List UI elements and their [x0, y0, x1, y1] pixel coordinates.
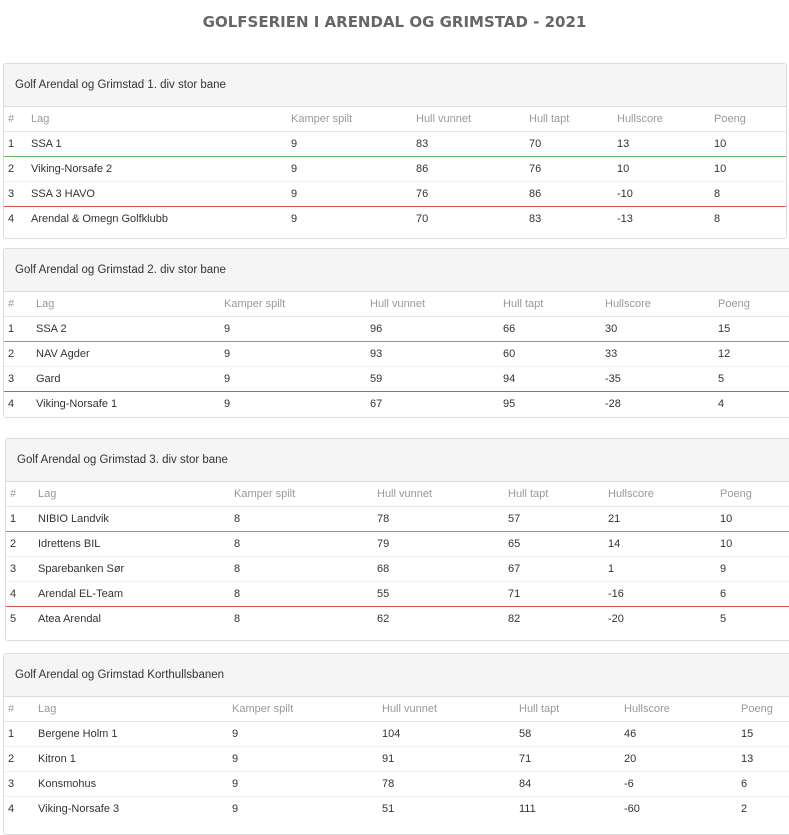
table-cell: 66 [503, 317, 605, 342]
column-header: Kamper spilt [291, 107, 416, 132]
table-cell: 9 [720, 557, 789, 582]
table-cell: 9 [232, 747, 382, 772]
table-cell: 9 [291, 132, 416, 157]
standings-table [6, 482, 789, 631]
table-cell: 96 [370, 317, 503, 342]
table-cell: SSA 3 HAVO [31, 182, 291, 207]
table-cell: 91 [382, 747, 519, 772]
table-cell: 10 [714, 157, 786, 182]
table-cell: 8 [234, 607, 377, 632]
table-cell: 8 [714, 207, 786, 232]
table-cell: 84 [519, 772, 624, 797]
table-cell: Gard [36, 367, 224, 392]
table-cell: 2 [4, 747, 38, 772]
table-cell: 3 [6, 557, 38, 582]
table-cell: 4 [718, 392, 789, 417]
table-cell: 9 [291, 207, 416, 232]
table-cell: 93 [370, 342, 503, 367]
table-cell: 76 [416, 182, 529, 207]
table-cell: 58 [519, 722, 624, 747]
table-cell: 83 [529, 207, 617, 232]
division-title: Golf Arendal og Grimstad 2. div stor bane [4, 249, 789, 292]
table-cell: NIBIO Landvik [38, 507, 234, 532]
table-row [4, 722, 789, 747]
header-row [6, 482, 789, 507]
table-cell: 6 [720, 582, 789, 607]
table-cell: 6 [741, 772, 789, 797]
table-cell: 3 [4, 182, 31, 207]
column-header: Hull vunnet [377, 482, 508, 507]
column-header: Hull vunnet [370, 292, 503, 317]
table-cell: 65 [508, 532, 608, 557]
table-row [6, 532, 789, 557]
table-cell: 12 [718, 342, 789, 367]
division-title: Golf Arendal og Grimstad Korthullsbanen [4, 654, 789, 697]
table-cell: 8 [234, 582, 377, 607]
table-cell: 95 [503, 392, 605, 417]
table-cell: 9 [224, 367, 370, 392]
table-cell: 86 [529, 182, 617, 207]
table-cell: 70 [529, 132, 617, 157]
table-row [6, 507, 789, 532]
table-cell: 83 [416, 132, 529, 157]
table-cell: Viking-Norsafe 1 [36, 392, 224, 417]
table-cell: 10 [720, 532, 789, 557]
column-header: Kamper spilt [234, 482, 377, 507]
table-cell: 94 [503, 367, 605, 392]
table-cell: -10 [617, 182, 714, 207]
table-row [4, 392, 789, 417]
table-row [4, 182, 786, 207]
table-cell: 8 [714, 182, 786, 207]
table-row [4, 747, 789, 772]
table-cell: 30 [605, 317, 718, 342]
table-cell: 1 [4, 132, 31, 157]
table-cell: 46 [624, 722, 741, 747]
table-cell: 2 [4, 342, 36, 367]
table-cell: Kitron 1 [38, 747, 232, 772]
table-cell: 71 [508, 582, 608, 607]
table-cell: 111 [519, 797, 624, 822]
table-cell: -16 [608, 582, 720, 607]
table-cell: -20 [608, 607, 720, 632]
table-cell: SSA 2 [36, 317, 224, 342]
standings-table [4, 107, 786, 231]
column-header: # [6, 482, 38, 507]
table-row [6, 607, 789, 632]
table-cell: Bergene Holm 1 [38, 722, 232, 747]
table-cell: 33 [605, 342, 718, 367]
table-cell: 79 [377, 532, 508, 557]
table-cell: 76 [529, 157, 617, 182]
column-header: Kamper spilt [224, 292, 370, 317]
standings-table [4, 697, 789, 821]
table-cell: 5 [6, 607, 38, 632]
column-header: Lag [31, 107, 291, 132]
table-cell: 13 [617, 132, 714, 157]
table-cell: 8 [234, 507, 377, 532]
table-cell: 9 [291, 182, 416, 207]
table-cell: -35 [605, 367, 718, 392]
table-cell: 67 [370, 392, 503, 417]
table-cell: 67 [508, 557, 608, 582]
table-cell: 5 [718, 367, 789, 392]
column-header: Kamper spilt [232, 697, 382, 722]
division-title: Golf Arendal og Grimstad 1. div stor bane [4, 64, 786, 107]
table-row [6, 582, 789, 607]
table-cell: 9 [224, 392, 370, 417]
table-row [4, 317, 789, 342]
table-cell: 9 [224, 317, 370, 342]
table-cell: 10 [714, 132, 786, 157]
table-cell: 9 [291, 157, 416, 182]
table-cell: 15 [741, 722, 789, 747]
table-cell: 51 [382, 797, 519, 822]
division-panel [5, 438, 789, 641]
table-cell: 1 [608, 557, 720, 582]
table-cell: 78 [382, 772, 519, 797]
table-cell: 4 [6, 582, 38, 607]
table-cell: 9 [224, 342, 370, 367]
table-cell: 1 [4, 317, 36, 342]
table-cell: 5 [720, 607, 789, 632]
table-cell: 10 [617, 157, 714, 182]
table-cell: Atea Arendal [38, 607, 234, 632]
table-cell: Konsmohus [38, 772, 232, 797]
table-cell: 104 [382, 722, 519, 747]
table-cell: 70 [416, 207, 529, 232]
table-cell: 13 [741, 747, 789, 772]
table-cell: 86 [416, 157, 529, 182]
header-row [4, 107, 786, 132]
table-cell: 78 [377, 507, 508, 532]
table-cell: 4 [4, 392, 36, 417]
table-cell: SSA 1 [31, 132, 291, 157]
table-cell: 55 [377, 582, 508, 607]
table-cell: -28 [605, 392, 718, 417]
table-cell: Arendal EL-Team [38, 582, 234, 607]
table-cell: 14 [608, 532, 720, 557]
column-header: Hullscore [605, 292, 718, 317]
column-header: Hull vunnet [382, 697, 519, 722]
table-cell: 2 [741, 797, 789, 822]
header-row [4, 292, 789, 317]
table-row [6, 557, 789, 582]
table-cell: 20 [624, 747, 741, 772]
table-cell: 62 [377, 607, 508, 632]
table-cell: 9 [232, 722, 382, 747]
column-header: Lag [36, 292, 224, 317]
table-cell: -13 [617, 207, 714, 232]
table-cell: 1 [4, 722, 38, 747]
header-row [4, 697, 789, 722]
column-header: Hullscore [608, 482, 720, 507]
table-cell: 2 [6, 532, 38, 557]
division-panel [3, 653, 789, 835]
table-cell: Viking-Norsafe 3 [38, 797, 232, 822]
division-title: Golf Arendal og Grimstad 3. div stor bane [6, 439, 789, 482]
table-cell: 10 [720, 507, 789, 532]
standings-table [4, 292, 789, 416]
table-row [4, 132, 786, 157]
table-cell: 60 [503, 342, 605, 367]
table-cell: -60 [624, 797, 741, 822]
column-header: Lag [38, 697, 232, 722]
table-cell: 15 [718, 317, 789, 342]
table-cell: 21 [608, 507, 720, 532]
table-cell: 3 [4, 367, 36, 392]
column-header: Hull tapt [519, 697, 624, 722]
table-cell: 59 [370, 367, 503, 392]
table-cell: -6 [624, 772, 741, 797]
table-cell: 9 [232, 772, 382, 797]
table-row [4, 342, 789, 367]
table-cell: 68 [377, 557, 508, 582]
column-header: Hull vunnet [416, 107, 529, 132]
column-header: Poeng [720, 482, 789, 507]
table-cell: 71 [519, 747, 624, 772]
division-panel [3, 248, 789, 418]
column-header: Hullscore [617, 107, 714, 132]
table-cell: 4 [4, 797, 38, 822]
column-header: # [4, 697, 38, 722]
table-row [4, 207, 786, 232]
table-cell: 2 [4, 157, 31, 182]
page-title: GOLFSERIEN I ARENDAL OG GRIMSTAD - 2021 [202, 13, 587, 31]
table-cell: 4 [4, 207, 31, 232]
table-cell: 9 [232, 797, 382, 822]
table-cell: 3 [4, 772, 38, 797]
table-cell: Viking-Norsafe 2 [31, 157, 291, 182]
table-cell: 82 [508, 607, 608, 632]
table-cell: 57 [508, 507, 608, 532]
table-cell: NAV Agder [36, 342, 224, 367]
column-header: # [4, 292, 36, 317]
column-header: # [4, 107, 31, 132]
column-header: Lag [38, 482, 234, 507]
column-header: Hull tapt [529, 107, 617, 132]
table-row [4, 797, 789, 822]
table-cell: Sparebanken Sør [38, 557, 234, 582]
table-cell: 1 [6, 507, 38, 532]
table-cell: Idrettens BIL [38, 532, 234, 557]
table-row [4, 157, 786, 182]
column-header: Poeng [714, 107, 786, 132]
division-panel [3, 63, 787, 239]
column-header: Hullscore [624, 697, 741, 722]
column-header: Poeng [741, 697, 789, 722]
table-row [4, 367, 789, 392]
column-header: Hull tapt [508, 482, 608, 507]
table-cell: 8 [234, 532, 377, 557]
column-header: Hull tapt [503, 292, 605, 317]
table-cell: Arendal & Omegn Golfklubb [31, 207, 291, 232]
column-header: Poeng [718, 292, 789, 317]
table-row [4, 772, 789, 797]
table-cell: 8 [234, 557, 377, 582]
